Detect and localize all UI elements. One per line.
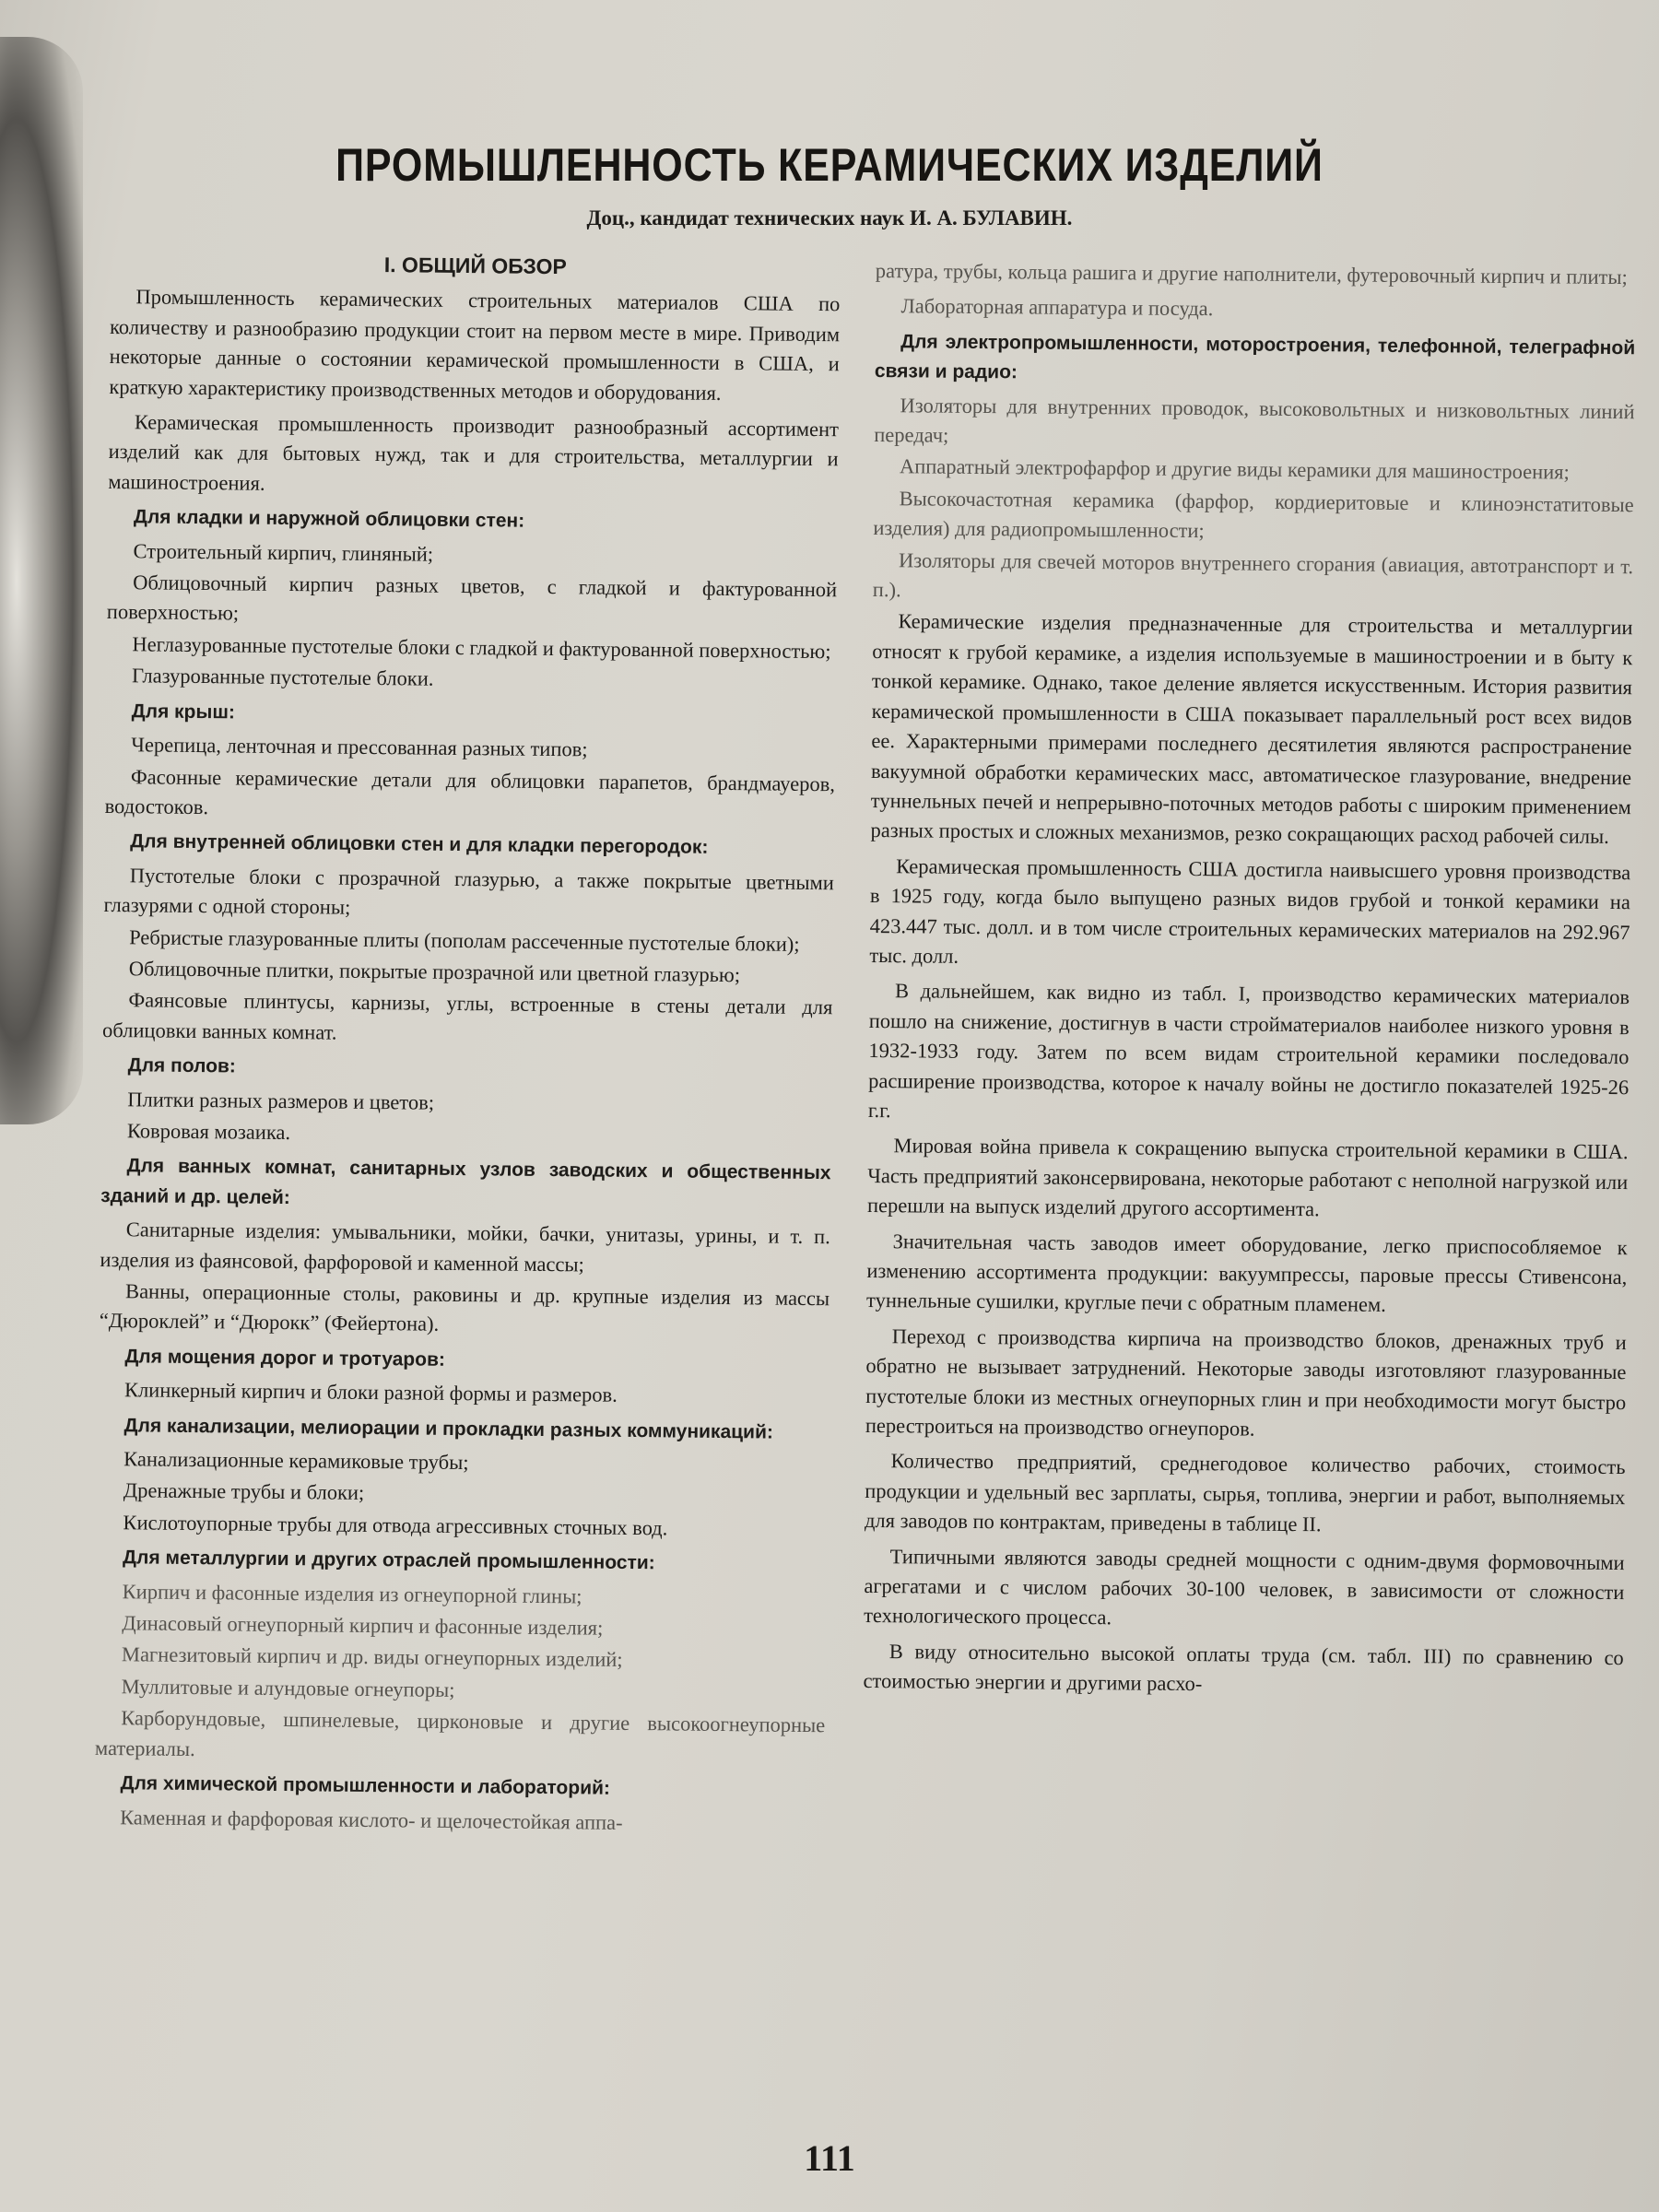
list-item: Изоляторы для внутренних проводок, высоковольтных и низковольтных линий передач; bbox=[874, 393, 1635, 447]
group-heading-roofs: Для крыш: bbox=[131, 700, 236, 724]
article-author: Доц., кандидат технических наук И. А. БУЛАВИН. bbox=[586, 206, 1073, 229]
group-heading-sanitary: Для ванных комнат, санитарных узлов заводских и общественных зданий и др. целей: bbox=[100, 1155, 831, 1208]
list-item: Динасовый огнеупорный кирпич и фасонные изделия; bbox=[122, 1611, 604, 1640]
list-item: Магнезитовый кирпич и др. виды огнеупорных изделий; bbox=[121, 1642, 623, 1672]
list-item: Пустотелые блоки с прозрачной глазурью, а также покрытые цветными глазурями с одной стороны; bbox=[103, 863, 834, 919]
list-item: Кислотоупорные трубы для отвода агрессивных сточных вод. bbox=[123, 1511, 668, 1540]
list-item: Неглазурованные пустотелые блоки с гладкой и фактурованной поверхностью; bbox=[132, 632, 831, 664]
list-item: Облицовочные плитки, покрытые прозрачной или цветной глазурью; bbox=[128, 957, 741, 987]
body-paragraph: Значительная часть заводов имеет оборудование, легко приспособляемое к изменению ассортимента продукции: вакуумпрессы, паровые прессы Стивенсона, туннельные сушилки, круглые печи с обратным пламенем. bbox=[866, 1229, 1628, 1317]
list-item: Фасонные керамические детали для облицовки парапетов, брандмауеров, водостоков. bbox=[104, 764, 836, 819]
list-item: Муллитовые и алундовые огнеупоры; bbox=[121, 1675, 455, 1701]
list-item: Карборундовые, шпинелевые, цирконовые и другие высокоогнеупорные материалы. bbox=[94, 1706, 826, 1760]
right-column bbox=[863, 256, 1636, 1709]
group-heading-metallurgy: Для металлургии и других отраслей промышленности: bbox=[122, 1547, 655, 1574]
group-heading-roads: Для мощения дорог и тротуаров: bbox=[124, 1346, 446, 1371]
body-paragraph: Керамическая промышленность США достигла наивысшего уровня производства в 1925 году, когда было выпущено разных видов грубой и тонкой керамики на 423.447 тыс. долл. и в том числе строительных керамических материалов на 292.967 тыс. долл. bbox=[869, 853, 1631, 968]
list-item: Санитарные изделия: умывальники, мойки, бачки, унитазы, урины, и т. п. изделия из фаянсовой, фарфоровой и каменной массы; bbox=[100, 1218, 830, 1277]
list-item: Дренажные трубы и блоки; bbox=[123, 1478, 365, 1505]
group-heading-floors: Для полов: bbox=[127, 1054, 236, 1077]
body-paragraph: Типичными являются заводы средней мощности с одним-двумя формовочными агрегатами и с числом рабочих 30-100 человек, в зависимости от сложности технологического процесса. bbox=[864, 1544, 1625, 1630]
article-title: ПРОМЫШЛЕННОСТЬ КЕРАМИЧЕСКИХ ИЗДЕЛИЙ bbox=[335, 139, 1324, 191]
list-item: Облицовочный кирпич разных цветов, с гладкой и фактурованной поверхностью; bbox=[106, 571, 838, 625]
list-item: Ванны, операционные столы, раковины и др. крупные изделия из массы “Дюроклей” и “Дюрокк” (Фейертона). bbox=[99, 1279, 830, 1336]
list-item: Высокочастотная керамика (фарфор, кордиеритовые и клиноэнстатитовые изделия) для радиопромышленности; bbox=[873, 487, 1634, 543]
list-item: Канализационные керамиковые трубы; bbox=[124, 1447, 469, 1475]
group-heading-sewerage: Для канализации, мелиорации и прокладки разных коммуникаций: bbox=[124, 1414, 774, 1443]
list-item: Ребристые глазурованные плиты (пополам рассеченные пустотелые блоки); bbox=[129, 924, 800, 956]
group-heading-chemical: Для химической промышленности и лабораторий: bbox=[120, 1772, 611, 1799]
list-item: Клинкерный кирпич и блоки разной формы и размеров. bbox=[124, 1378, 618, 1407]
list-item: Фаянсовые плинтусы, карнизы, углы, встроенные в стены детали для облицовки ванных комнат. bbox=[101, 988, 833, 1044]
page-number: 111 bbox=[804, 2137, 855, 2179]
group-heading-walls: Для кладки и наружной облицовки стен: bbox=[133, 506, 525, 532]
section-heading: I. ОБЩИЙ ОБЗОР bbox=[383, 253, 567, 279]
body-paragraph: В дальнейшем, как видно из табл. I, производство керамических материалов пошло на снижение, достигнув в части стройматериалов наиболее низкого уровня в 1932-1933 году. Затем по всем видам строительной керамики последовало расширение производства, которое к началу войны не достигло показателей 1925-26 г.г. bbox=[867, 979, 1630, 1123]
body-paragraph: Мировая война привела к сокращению выпуска строительной керамики в США. Часть предприятий законсервирована, некоторые работают с неполной нагрузкой или перешли на выпуск изделий другого ассортимента. bbox=[866, 1134, 1629, 1221]
list-item: Плитки разных размеров и цветов; bbox=[127, 1087, 435, 1114]
list-item: Изоляторы для свечей моторов внутреннего сгорания (авиация, автотранспорт и т. п.). bbox=[872, 547, 1634, 602]
list-item: Лабораторная аппаратура и посуда. bbox=[900, 294, 1214, 321]
book-binding-shadow bbox=[0, 37, 83, 1124]
body-paragraph: Керамические изделия предназначенные для строительства и металлургии относят к грубой керамике, а изделия используемые в машиностроении и в быту к тонкой керамике. Однако, такое деление является искусственным. История развития керамической промышленности в США показывает параллельный рост всех видов ее. Характерными примерами последнего десятилетия являются распространение вакуумной обработки керамических масс, автоматическое глазурование, внедрение туннельных печей и непрерывно-поточных методов работы с широким применением разных простых и сложных механизмов, резко сокращающих расход рабочей силы. bbox=[870, 609, 1633, 849]
continued-text: ратура, трубы, кольца рашига и другие наполнители, футеровочный кирпич и плиты; bbox=[875, 258, 1628, 289]
list-item: Каменная и фарфоровая кислото- и щелочестойкая аппа- bbox=[120, 1805, 623, 1834]
group-heading-electro: Для электропромышленности, моторостроения, телефонной, телеграфной связи и радио: bbox=[874, 331, 1636, 383]
intro-paragraph-2: Керамическая промышленность производит разнообразный ассортимент изделий как для бытовых нужд, так и для строительства, металлургии и машиностроения. bbox=[108, 410, 840, 495]
group-heading-interior: Для внутренней облицовки стен и для кладки перегородок: bbox=[130, 830, 709, 859]
list-item: Черепица, ленточная и прессованная разных типов; bbox=[131, 733, 588, 761]
body-paragraph: В виду относительно высокой оплаты труда (см. табл. III) по сравнению со стоимостью энергии и другими расхо- bbox=[863, 1640, 1624, 1696]
list-item: Кирпич и фасонные изделия из огнеупорной глины; bbox=[122, 1579, 582, 1608]
list-item: Строительный кирпич, глиняный; bbox=[133, 538, 434, 566]
list-item: Глазурованные пустотелые блоки. bbox=[132, 664, 434, 690]
body-paragraph: Количество предприятий, среднегодовое количество рабочих, стоимость продукции и удельный вес зарплаты, сырья, топлива, энергии и работ, выполняемых для заводов по контрактам, приведены в таблице II. bbox=[864, 1449, 1626, 1536]
list-item: Аппаратный электрофарфор и другие виды керамики для машиностроения; bbox=[899, 454, 1570, 485]
list-item: Ковровая мозаика. bbox=[126, 1119, 291, 1145]
intro-paragraph-1: Промышленность керамических строительных материалов США по количеству и разнообразию продукции стоит на первом месте в мире. Приводим некоторые данные о состоянии керамической промышленности в США, и краткую характеристику производственных методов и оборудования. bbox=[109, 285, 841, 405]
body-paragraph: Переход с производства кирпича на производство блоков, дренажных труб и обратно не вызывает затруднений. Некоторые заводы изготовляют глазурованные пустотелые блоки из местных огнеупорных глин и при необходимости могут быстро перестроиться на производство огнеупоров. bbox=[865, 1324, 1627, 1441]
left-column bbox=[94, 247, 841, 1841]
